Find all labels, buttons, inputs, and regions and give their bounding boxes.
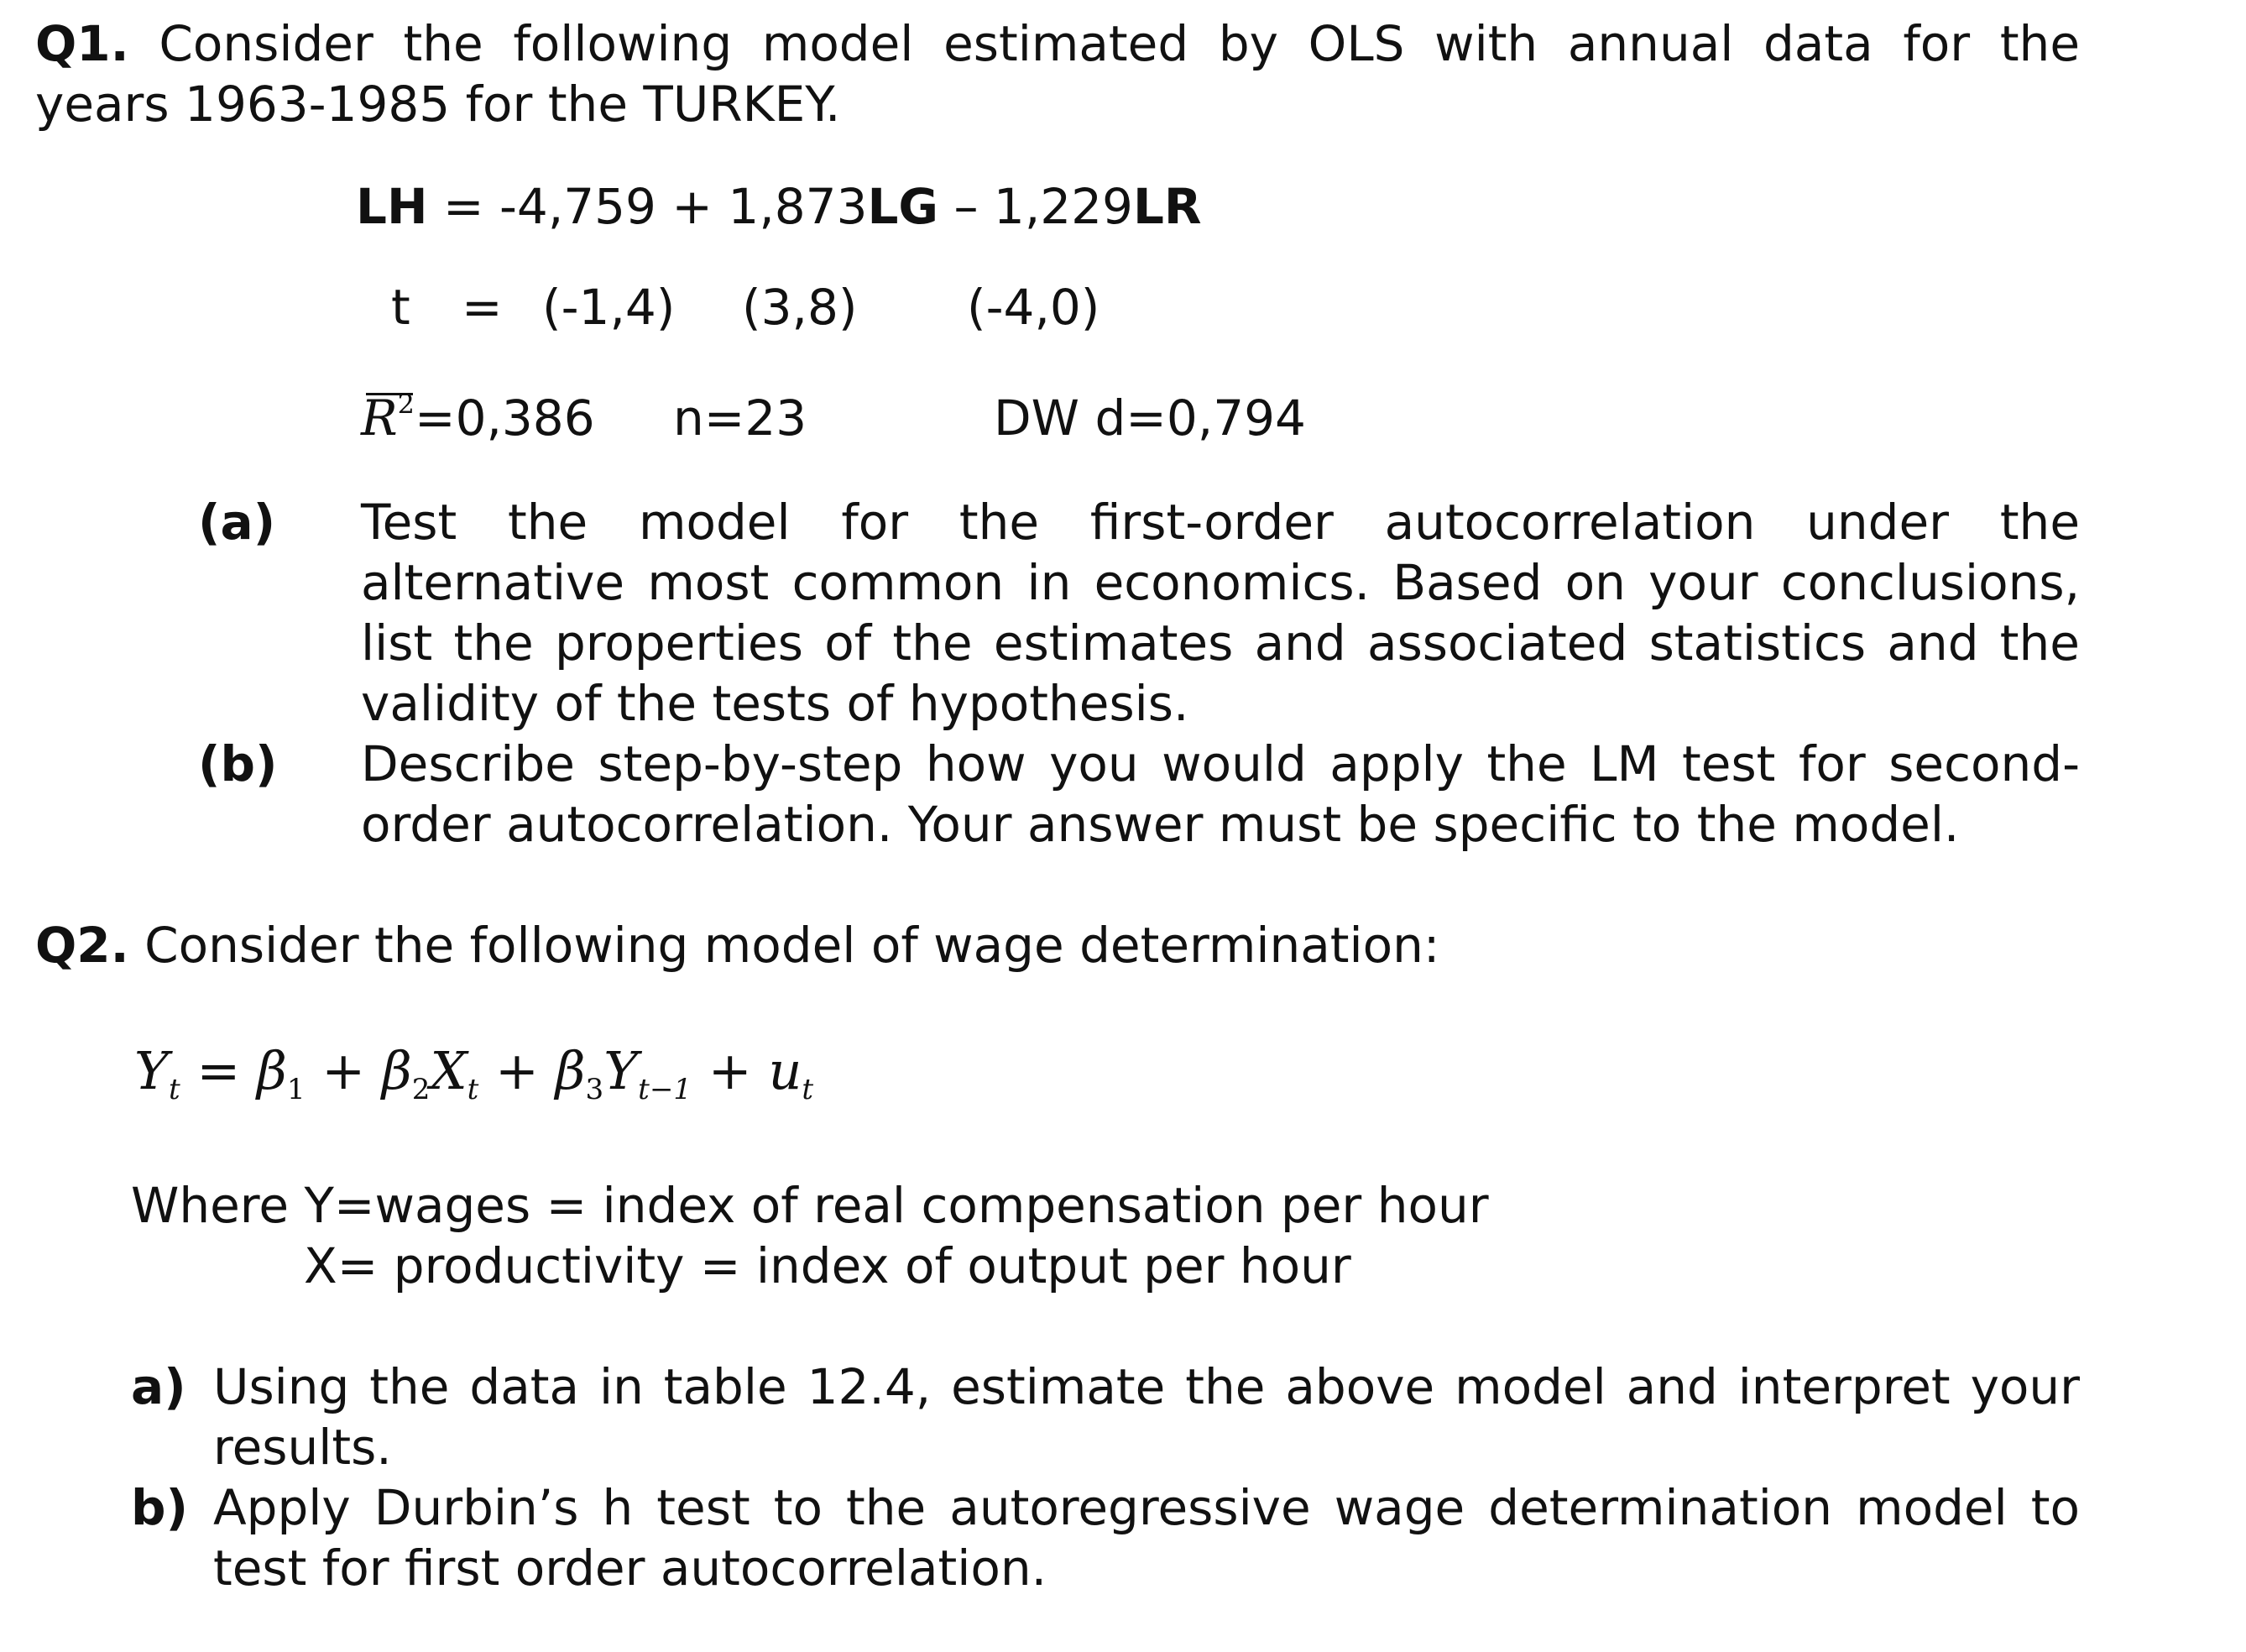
m-sub: 2 bbox=[411, 1072, 431, 1106]
m-sub: t−1 bbox=[638, 1072, 692, 1106]
t-label: t bbox=[391, 279, 410, 336]
q1-a-label: (a) bbox=[198, 494, 276, 551]
q2-b-line: Apply Durbin’s h test to the autoregressive wage determination model to bbox=[213, 1479, 2080, 1536]
t-equals: = bbox=[462, 279, 503, 336]
eq-lr: LR bbox=[1132, 178, 1202, 235]
m-beta: β bbox=[257, 1040, 287, 1101]
q2-where-line-1: Where Y=wages = index of real compensation per hour bbox=[131, 1177, 1489, 1234]
r-bar-symbol bbox=[361, 388, 415, 448]
m-sub: t bbox=[467, 1072, 479, 1106]
r-letter: R bbox=[361, 389, 398, 447]
q2-intro-text: Consider the following model of wage determination: bbox=[144, 917, 1440, 974]
q1-intro-line-1 bbox=[35, 13, 2080, 74]
m-sub: t bbox=[168, 1072, 180, 1106]
m-plus: + bbox=[478, 1040, 556, 1101]
adjusted-r-squared bbox=[361, 388, 595, 448]
durbin-watson: DW d=0,794 bbox=[994, 389, 1306, 447]
q1-regression-equation bbox=[356, 176, 1202, 237]
q1-a-line: Test the model for the first-order autocorrelation under the bbox=[361, 494, 2080, 551]
m-sub: t bbox=[802, 1072, 814, 1106]
m-x: X bbox=[430, 1040, 467, 1101]
m-beta: β bbox=[381, 1040, 412, 1101]
q2-b-label: b) bbox=[131, 1479, 189, 1536]
m-beta: β bbox=[555, 1040, 586, 1101]
t-stat-2: (3,8) bbox=[742, 279, 858, 336]
t-stat-3: (-4,0) bbox=[967, 279, 1100, 336]
m-u: u bbox=[768, 1040, 802, 1101]
m-sub: 3 bbox=[585, 1072, 604, 1106]
q2-a-line: Using the data in table 12.4, estimate the above model and interpret your bbox=[213, 1358, 2080, 1415]
r2-value: =0,386 bbox=[414, 389, 595, 447]
m-sub: 1 bbox=[286, 1072, 306, 1106]
m-plus: + bbox=[305, 1040, 382, 1101]
r-sup: 2 bbox=[397, 388, 415, 421]
m-eq: = bbox=[180, 1040, 258, 1101]
q1-number: Q1. bbox=[35, 15, 129, 72]
eq-equals: = bbox=[442, 178, 484, 235]
q2-b-line: test for first order autocorrelation. bbox=[213, 1540, 1047, 1597]
q1-b-line: order autocorrelation. Your answer must be specific to the model. bbox=[361, 796, 1960, 853]
eq-lg: LG bbox=[867, 178, 939, 235]
sample-size: n=23 bbox=[673, 389, 807, 447]
q2-a-label: a) bbox=[131, 1358, 186, 1415]
eq-lh: LH bbox=[356, 178, 428, 235]
q2-a-line: results. bbox=[213, 1419, 392, 1476]
q2-number: Q2. bbox=[35, 917, 129, 974]
q2-model-equation bbox=[134, 1038, 813, 1105]
q1-a-line: alternative most common in economics. Based on your conclusions, bbox=[361, 554, 2080, 611]
m-plus: + bbox=[692, 1040, 769, 1101]
eq-minus-term: – 1,229 bbox=[953, 178, 1133, 235]
m-y: Y bbox=[603, 1040, 639, 1101]
t-stat-1: (-1,4) bbox=[542, 279, 676, 336]
q1-b-label: (b) bbox=[198, 735, 278, 792]
q1-b-line: Describe step-by-step how you would apply the LM test for second- bbox=[361, 735, 2080, 792]
q1-intro-line-2: years 1963-1985 for the TURKEY. bbox=[35, 76, 841, 133]
q2-intro bbox=[35, 915, 1439, 975]
q1-a-line: list the properties of the estimates and associated statistics and the bbox=[361, 614, 2080, 672]
m-y: Y bbox=[134, 1040, 169, 1101]
q2-where-line-2: X= productivity = index of output per hour bbox=[304, 1237, 1351, 1294]
eq-rhs-prefix: -4,759 + 1,873 bbox=[499, 178, 868, 235]
q1-a-line: validity of the tests of hypothesis. bbox=[361, 675, 1189, 732]
q1-intro-text: Consider the following model estimated by OLS with annual data for the bbox=[159, 15, 2081, 72]
